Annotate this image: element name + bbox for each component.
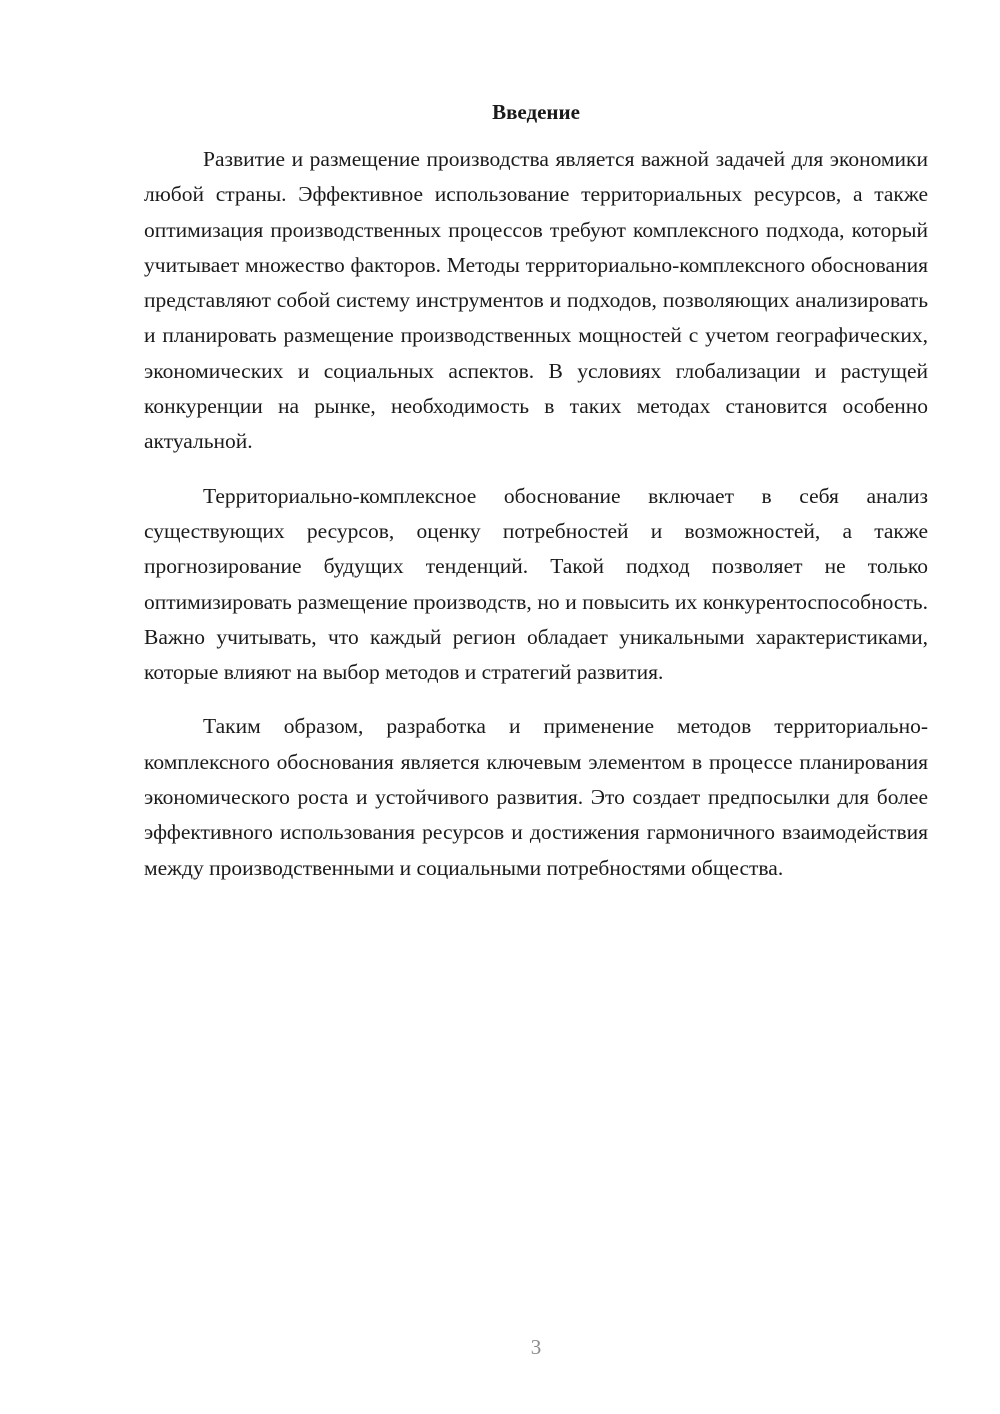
paragraph-3: Таким образом, разработка и применение методов территориально-комплексного обоснования является ключевым элементом в процессе планирования экономического роста и устойчивого развития. Это создает предпосылки для более эффективного использования ресурсов и достижения гармоничного взаимодействия между производственными и социальными потребностями общества.: [144, 714, 928, 880]
paragraph-1: Развитие и размещение производства является важной задачей для экономики любой страны. Эффективное использование территориальных ресурсов, а также оптимизация производственных процессов требуют комплексного подхода, который учитывает множество факторов. Методы территориально-комплексного обоснования представляют собой систему инструментов и подходов, позволяющих анализировать и планировать размещение производственных мощностей с учетом географических, экономических и социальных аспектов. В условиях глобализации и растущей конкуренции на рынке, необходимость в таких методах становится особенно актуальной.: [144, 147, 928, 454]
body-text: [144, 142, 928, 886]
paragraph-2: Территориально-комплексное обоснование включает в себя анализ существующих ресурсов, оценку потребностей и возможностей, а также прогнозирование будущих тенденций. Такой подход позволяет не только оптимизировать размещение производств, но и повысить их конкурентоспособность. Важно учитывать, что каждый регион обладает уникальными характеристиками, которые влияют на выбор методов и стратегий развития.: [144, 483, 928, 685]
section-heading: Введение: [492, 100, 580, 124]
page-number: 3: [530, 1335, 542, 1359]
